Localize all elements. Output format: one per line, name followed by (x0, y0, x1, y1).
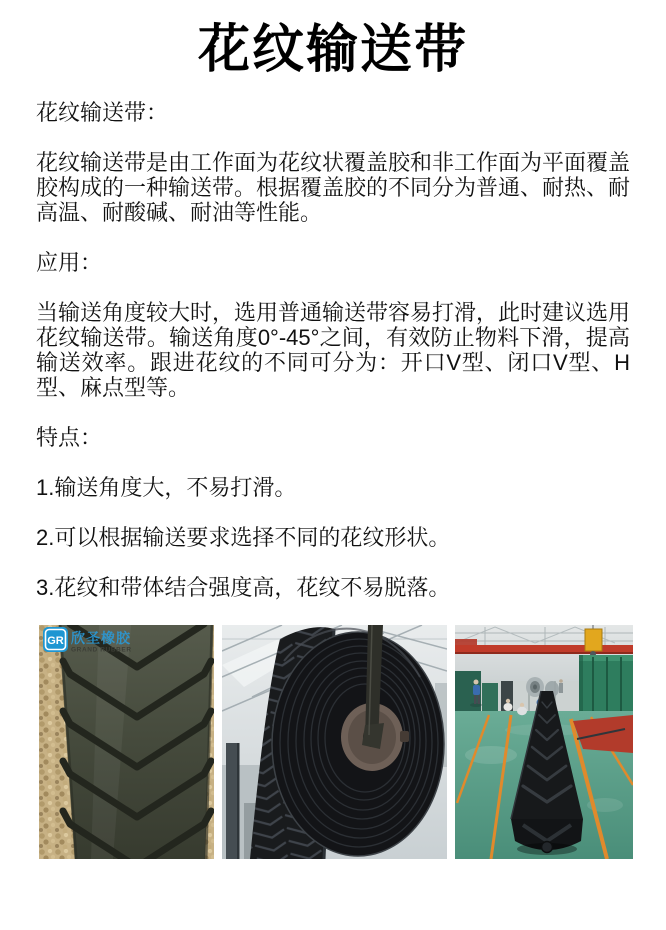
logo-company-en: GRAND RUBBER (71, 646, 132, 654)
feature-item-3: 3.花纹和带体结合强度高，花纹不易脱落。 (36, 575, 451, 600)
feature-item-2: 2.可以根据输送要求选择不同的花纹形状。 (36, 525, 451, 550)
application-paragraph: 当输送角度较大时，选用普通输送带容易打滑，此时建议选用花纹输送带。输送角度0°-45°之间，有效防止物料下滑，提高输送效率。跟进花纹的不同可分为：开口V型、闭口V型、H型、麻点型等。 (36, 300, 631, 400)
photo-belt-closeup (39, 625, 214, 859)
photo-belt-roll (222, 625, 447, 859)
features-heading: 特点： (36, 425, 103, 450)
intro-heading: 花纹输送带： (36, 100, 169, 125)
feature-item-1: 1.输送角度大，不易打滑。 (36, 475, 297, 500)
photo-factory-floor (455, 625, 633, 859)
logo-company-cn: 欣圣橡胶 (71, 630, 131, 646)
intro-paragraph: 花纹输送带是由工作面为花纹状覆盖胶和非工作面为平面覆盖胶构成的一种输送带。根据覆盖胶的不同分为普通、耐热、耐高温、耐酸碱、耐油等性能。 (36, 150, 631, 225)
logo-monogram: GR (47, 635, 64, 647)
application-heading: 应用： (36, 250, 103, 275)
brand-logo (43, 627, 132, 654)
photo-row (39, 625, 666, 859)
page-title: 花纹输送带 (197, 21, 468, 79)
article-body (0, 80, 666, 600)
chevron-belt (59, 625, 213, 859)
